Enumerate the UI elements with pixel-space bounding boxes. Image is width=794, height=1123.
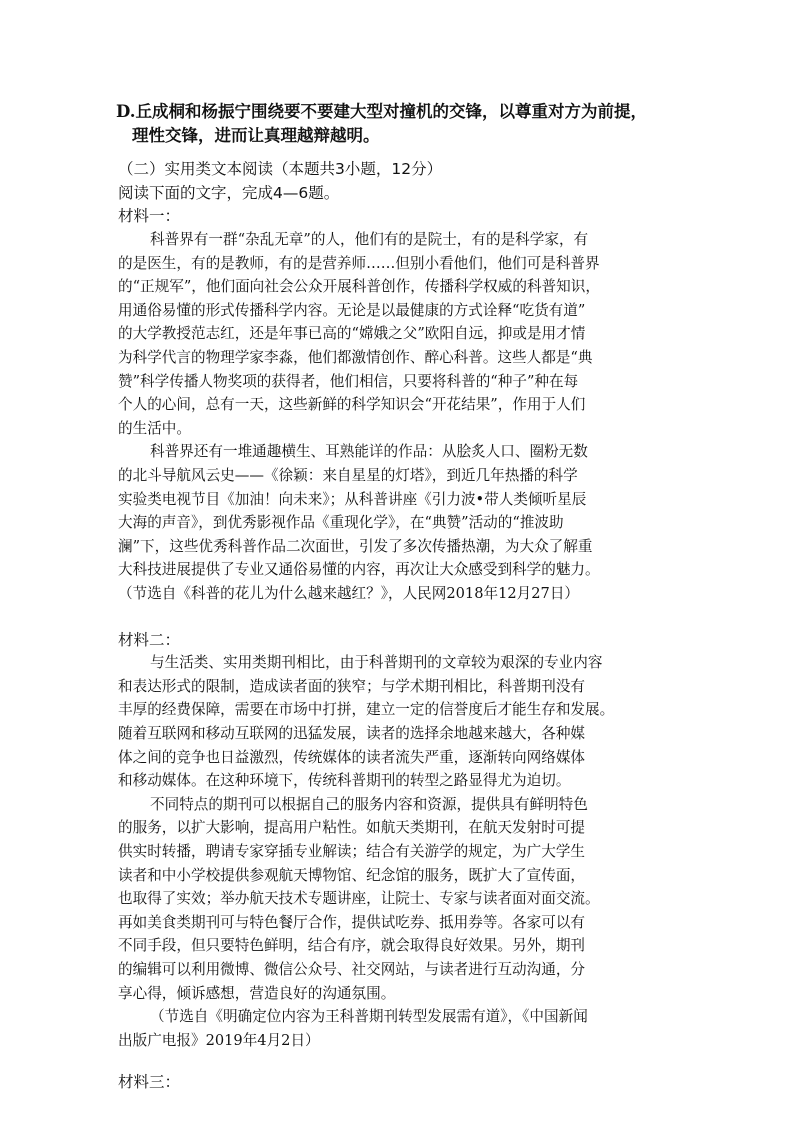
- material-2-line: 读者和中小学校提供参观航天博物馆、纪念馆的服务，既扩大了宣传面，: [118, 866, 586, 884]
- material-2-line: 体之间的竞争也日益激烈，传统媒体的读者流失严重，逐渐转向网络媒体: [118, 748, 586, 766]
- material-2-line: 也取得了实效；举办航天技术专题讲座，让院士、专家与读者面对面交流。: [118, 890, 600, 908]
- material-1-line: 的北斗导航风云史——《徐颖：来自星星的灯塔》，到近几年热播的科学: [118, 467, 578, 484]
- material-1-line: 科普界还有一堆通趣横生、耳熟能详的作品：从脍炙人口、圈粉无数: [150, 443, 588, 461]
- material-1-line: 科普界有一群“杂乱无章”的人，他们有的是院士，有的是科学家，有: [150, 231, 589, 248]
- material-1-line: 的生活中。: [118, 419, 191, 437]
- material-1-source: （节选自《科普的花儿为什么越来越红？》，人民网2018年12月27日）: [118, 585, 580, 602]
- section-instruction: 阅读下面的文字，完成4—6题。: [118, 183, 340, 202]
- material-1-line: 澜”下，这些优秀科普作品二次面世，引发了多次传播热潮，为大众了解重: [118, 537, 593, 555]
- material-2-source: 出版广电报》2019年4月2日）: [118, 1031, 320, 1049]
- material-2-line: 和移动媒体。在这种环境下，传统科普期刊的转型之路显得尤为迫切。: [118, 772, 571, 790]
- material-2-line: 的服务，以扩大影响，提高用户粘性。如航天类期刊，在航天发射时可提: [118, 819, 586, 837]
- material-3-label: 材料三：: [118, 1073, 181, 1092]
- option-d-line-1: D.丘成桐和杨振宁围绕要不要建大型对撞机的交锋，以尊重对方为前提，: [116, 102, 647, 121]
- material-2-line: 随着互联网和移动互联网的迅猛发展，读者的选择余地越来越大，各种媒: [118, 725, 586, 742]
- material-1-line: 大海的声音》，到优秀影视作品《重现化学》，在“典赞”活动的“推波助: [118, 514, 564, 532]
- material-2-line: 与生活类、实用类期刊相比，由于科普期刊的文章较为艰深的专业内容: [150, 654, 603, 672]
- material-2-line: 和表达形式的限制，造成读者面的狭窄；与学术期刊相比，科普期刊没有: [118, 677, 586, 695]
- material-1-line: 为科学代言的物理学家李淼，他们都激情创作、醉心科普。这些人都是“典: [118, 349, 593, 366]
- material-2-line: 供实时转播，聘请专家穿插专业解读；结合有关游学的规定，为广大学生: [118, 843, 586, 860]
- material-2-line: 再如美食类期刊可与特色餐厅合作，提供试吃券、抵用券等。各家可以有: [118, 913, 586, 931]
- material-1-line: 的“正规军”，他们面向社会公众开展科普创作，传播科学权威的科普知识，: [118, 278, 600, 296]
- material-1-line: 大科技进展提供了专业又通俗易懂的内容，再次让大众感受到科学的魅力。: [118, 561, 600, 579]
- material-2-line: 享心得，倾诉感想，营造良好的沟通氛围。: [118, 984, 396, 1002]
- material-1-line: 赞”科学传播人物奖项的获得者，他们相信，只要将科普的“种子”种在每: [118, 372, 579, 390]
- option-d-line-2: 理性交锋，进而让真理越辩越明。: [132, 125, 380, 145]
- material-1-line: 的大学教授范志红，还是年事已高的“嫦娥之父”欧阳自远，抑或是用才情: [118, 325, 586, 343]
- material-1-label: 材料一：: [118, 207, 181, 226]
- material-2-source: （节选自《明确定位内容为王科普期刊转型发展需有道》，《中国新闻: [150, 1008, 588, 1026]
- material-2-line: 的编辑可以利用微博、微信公众号、社交网站，与读者进行互动沟通，分: [118, 961, 586, 978]
- section-heading: （二）实用类文本阅读（本题共3小题，12分）: [118, 160, 443, 179]
- material-2-label: 材料二：: [118, 630, 181, 649]
- material-1-line: 的是医生，有的是教师，有的是营养师……但别小看他们，他们可是科普界: [118, 254, 600, 272]
- material-2-line: 丰厚的经费保障，需要在市场中打拼，建立一定的信誉度后才能生存和发展。: [118, 701, 615, 719]
- material-1-line: 个人的心间，总有一天，这些新鲜的科学知识会“开花结果”，作用于人们: [118, 396, 586, 414]
- material-1-line: 实验类电视节目《加油！向未来》；从科普讲座《引力波•带人类倾听星辰: [118, 490, 587, 508]
- material-2-line: 不同手段，但只要特色鲜明，结合有序，就会取得良好效果。另外，期刊: [118, 937, 586, 955]
- material-1-line: 用通俗易懂的形式传播科学内容。无论是以最健康的方式诠释“吃货有道”: [118, 301, 586, 319]
- material-2-line: 不同特点的期刊可以根据自己的服务内容和资源，提供具有鲜明特色: [150, 795, 588, 813]
